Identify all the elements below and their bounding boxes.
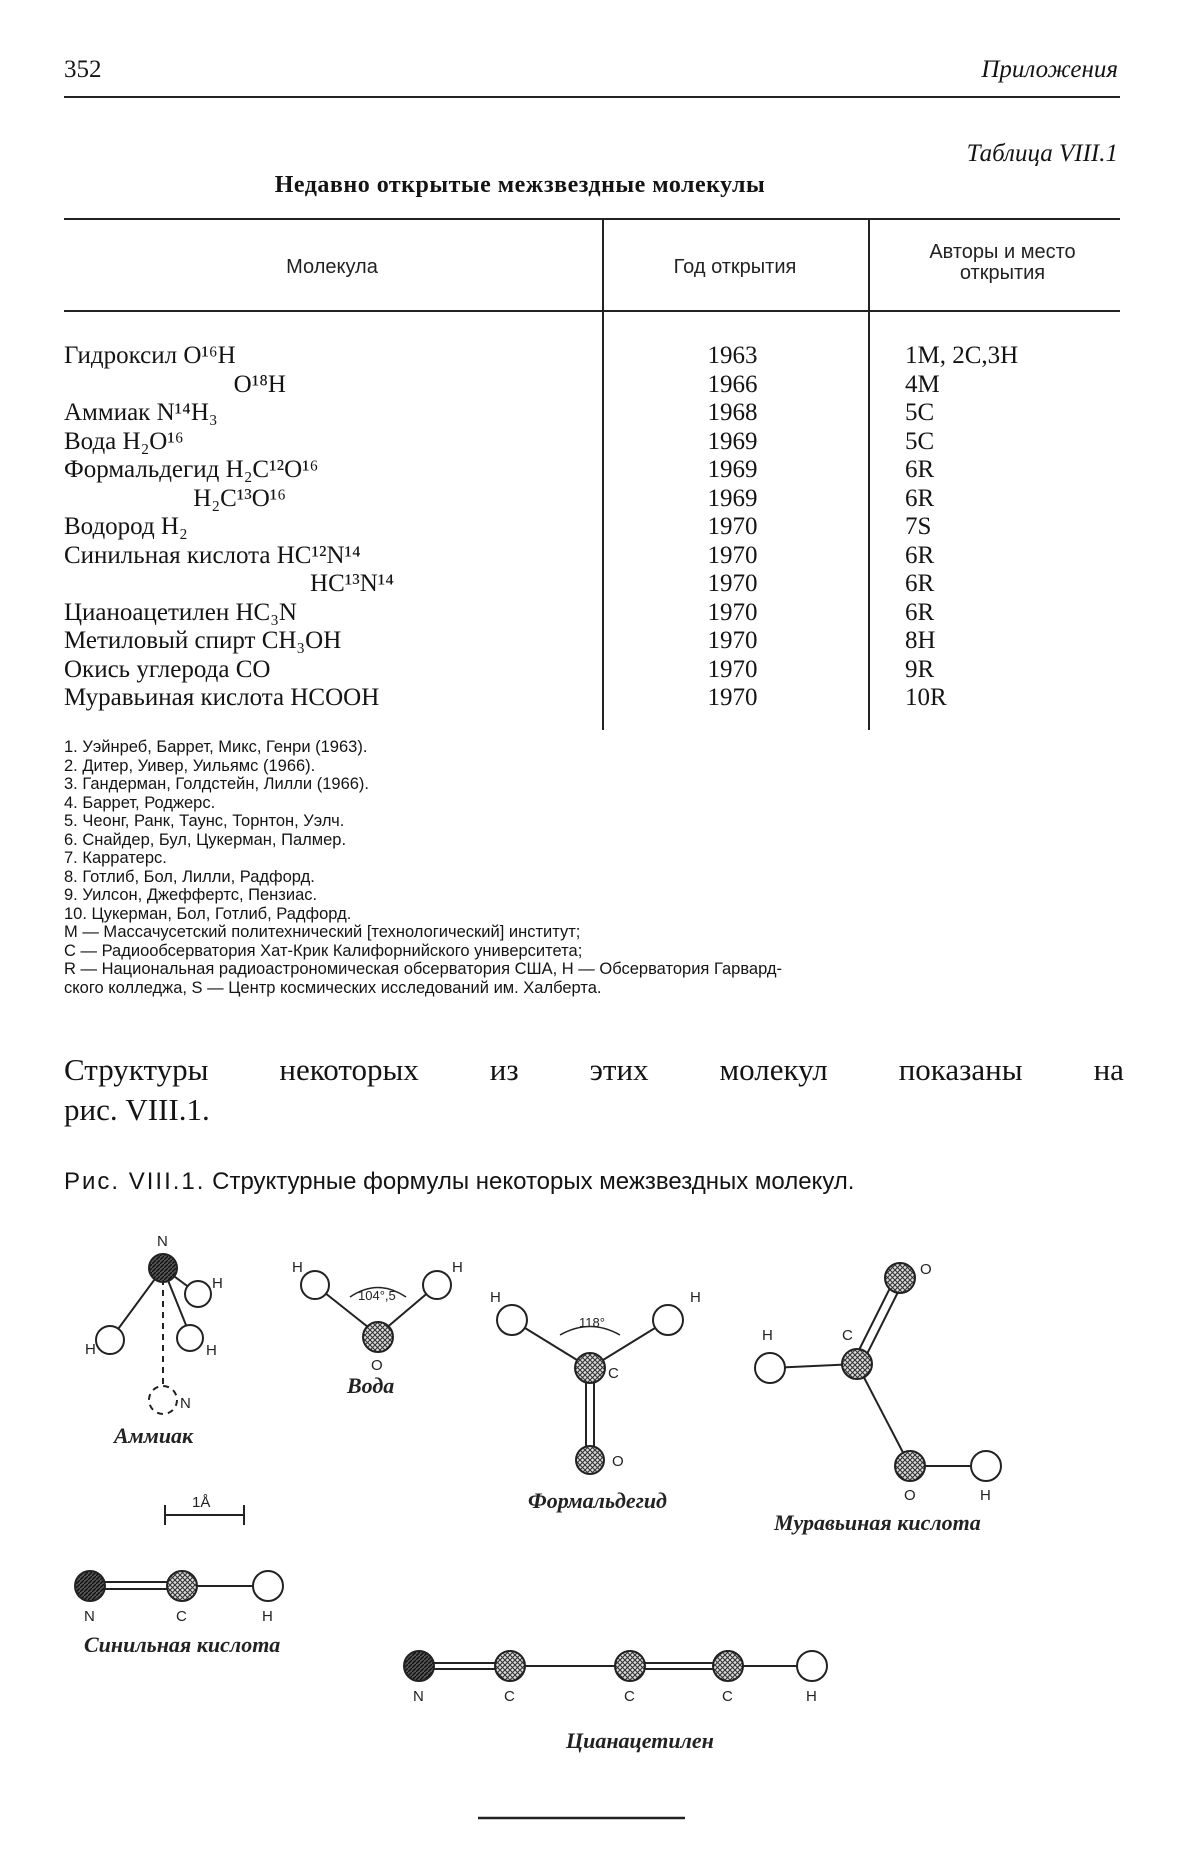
col-header-year: Год открытия [673,256,797,278]
carbon-atom [495,1651,525,1681]
molecule-cell: Формальдегид H₂C¹²O¹⁶ [64,456,319,483]
atom-label: H [206,1342,217,1359]
atom-label: C [176,1608,187,1625]
authors-cell: 6R [905,484,935,512]
authors-cell: 7S [905,513,932,540]
hydrogen-atom [185,1281,211,1307]
year-cell: 1970 [707,684,758,711]
atom-label: H [262,1608,273,1625]
footnote-line: 9. Уилсон, Джеффертс, Пензиас. [64,886,318,904]
footnote-line: 1. Уэйнреб, Баррет, Микс, Генри (1963). [64,738,368,756]
hydrogen-atom [653,1305,683,1335]
footnote-line: C — Радиообсерватория Хат-Крик Калифорнийского университета; [64,941,583,960]
year-cell: 1970 [707,541,758,569]
footnote-line: 6. Снайдер, Бул, Цукерман, Палмер. [64,830,347,849]
carbon-atom [713,1651,743,1681]
year-cell: 1970 [707,570,758,597]
year-cell: 1970 [707,627,758,654]
molecule-cell: Водород H₂ [64,513,188,540]
molecule-cell: Синильная кислота HC¹²N¹⁴ [64,541,361,569]
molecule-name: Синильная кислота [84,1632,281,1657]
molecule-cell: H₂C¹³O¹⁶ [193,484,286,512]
authors-cell: 6R [905,456,935,483]
formaldehyde-structure [497,1305,683,1474]
paragraph-word: молекул [719,1052,828,1087]
atom-label: H [806,1688,817,1705]
hydrocyanic-acid-structure [75,1571,283,1601]
authors-cell: 1M, 2C,3H [905,342,1019,369]
atom-label: H [690,1289,701,1306]
molecule-cell: HC¹³N¹⁴ [310,570,394,597]
atom-label: C [722,1688,733,1705]
atom-label: H [292,1259,303,1276]
paragraph-word: этих [589,1052,649,1087]
footnote-line: 5. Чеонг, Ранк, Таунс, Торнтон, Уэлч. [64,812,345,830]
authors-cell: 9R [905,655,935,683]
molecule-name: Вода [347,1373,395,1398]
footnote-line: M — Массачусетский политехнический [технологический] институт; [64,923,581,941]
authors-cell: 4M [905,370,940,398]
hydrogen-atom [253,1571,283,1601]
molecule-cell: Цианоацетилен HC₃N [64,598,297,626]
molecule-name: Формальдегид [528,1488,667,1513]
nitrogen-atom-mirror [149,1386,177,1414]
atom-label: O [612,1453,624,1470]
authors-cell: 6R [905,570,935,597]
paragraph-word: на [1093,1052,1124,1087]
molecule-name: Муравьиная кислота [774,1510,981,1535]
paragraph-word: некоторых [279,1052,419,1087]
figure-label: Рис. VIII.1. [64,1168,206,1195]
molecule-cell: O¹⁸H [233,370,286,398]
hydrogen-atom [971,1451,1001,1481]
atom-label: H [452,1259,463,1276]
authors-cell: 5C [905,427,935,455]
hydrogen-atom [96,1326,124,1354]
atom-label: N [180,1395,191,1412]
molecule-cell: Вода H₂O¹⁶ [64,427,184,455]
col-header-authors: Авторы и место открытия [929,241,1076,284]
atom-label: C [624,1688,635,1705]
nitrogen-atom [75,1571,105,1601]
footnote-line: 4. Баррет, Роджерс. [64,793,216,812]
col-header-molecule: Молекула [286,256,378,278]
page-number: 352 [64,56,102,83]
oxygen-atom [576,1446,604,1474]
ammonia-structure [96,1254,211,1414]
oxygen-atom [885,1263,915,1293]
footnote-line: 7. Карратерс. [64,849,167,867]
footnote-line: 8. Готлиб, Бол, Лилли, Радфорд. [64,867,315,886]
footnote-line: R — Национальная радиоастрономическая обсерватория США, H — Обсерватория Гарвард- [64,960,782,978]
molecule-cell: Муравьиная кислота HCOOH [64,684,380,711]
atom-label: O [904,1487,916,1504]
carbon-atom [842,1349,872,1379]
footnote-line: ского колледжа, S — Центр космических исследований им. Халберта. [64,978,602,997]
table-label: Таблица VIII.1 [966,140,1118,167]
atom-label: C [504,1688,515,1705]
molecule-cell: Аммиак N¹⁴H₃ [64,399,218,426]
molecule-name: Аммиак [114,1423,194,1448]
year-cell: 1970 [707,598,758,626]
bond-angle: 104°,5 [358,1288,396,1303]
oxygen-atom [363,1322,393,1352]
molecule-cell: Гидроксил O¹⁶H [64,342,236,369]
paragraph-word: из [489,1052,519,1087]
authors-cell: 6R [905,541,935,569]
year-cell: 1969 [707,484,758,512]
atom-label: C [608,1365,619,1382]
paragraph-word: показаны [898,1052,1023,1087]
paragraph-line: рис. VIII.1. [64,1092,210,1127]
atom-label: H [980,1487,991,1504]
figure-caption-text: Структурные формулы некоторых межзвездных молекул. [212,1168,855,1195]
cyanoacetylene-structure [404,1651,827,1681]
atom-label: N [413,1688,424,1705]
nitrogen-atom [149,1254,177,1282]
atom-label: O [371,1357,383,1374]
year-cell: 1966 [707,370,758,398]
footnote-line: 10. Цукерман, Бол, Готлиб, Радфорд. [64,904,352,923]
hydrogen-atom [301,1271,329,1299]
nitrogen-atom [404,1651,434,1681]
atom-label: H [490,1289,501,1306]
molecule-cell: Окись углерода CO [64,655,271,683]
hydrogen-atom [423,1271,451,1299]
oxygen-atom [895,1451,925,1481]
table-title: Недавно открытые межзвездные молекулы [274,172,766,198]
atom-label: N [157,1233,168,1250]
scale-label: 1Å [192,1494,211,1511]
formic-acid-structure [755,1263,1001,1481]
year-cell: 1968 [707,399,758,426]
authors-cell: 5C [905,399,935,426]
molecule-cell: Метиловый спирт CH₃OH [64,627,342,654]
hydrogen-atom [797,1651,827,1681]
footnote-line: 3. Гандерман, Голдстейн, Лилли (1966). [64,775,370,793]
atom-label: C [842,1327,853,1344]
atom-label: H [762,1327,773,1344]
authors-cell: 6R [905,598,935,626]
year-cell: 1969 [707,456,758,483]
atom-label: N [84,1608,95,1625]
carbon-atom [167,1571,197,1601]
molecule-name: Цианацетилен [566,1728,714,1753]
paragraph-word: Структуры [64,1052,209,1087]
running-header: Приложения [981,56,1118,83]
water-structure [301,1271,451,1352]
hydrogen-atom [497,1305,527,1335]
carbon-atom [615,1651,645,1681]
authors-cell: 10R [905,684,947,711]
year-cell: 1963 [707,342,758,369]
authors-cell: 8H [905,627,936,654]
atom-label: H [212,1275,223,1292]
footnote-line: 2. Дитер, Уивер, Уильямс (1966). [64,756,316,775]
bond-angle: 118° [579,1315,605,1330]
atom-label: H [85,1341,96,1358]
year-cell: 1970 [707,655,758,683]
carbon-atom [575,1353,605,1383]
atom-label: O [920,1261,932,1278]
hydrogen-atom [177,1325,203,1351]
hydrogen-atom [755,1353,785,1383]
year-cell: 1970 [707,513,758,540]
year-cell: 1969 [707,427,758,455]
